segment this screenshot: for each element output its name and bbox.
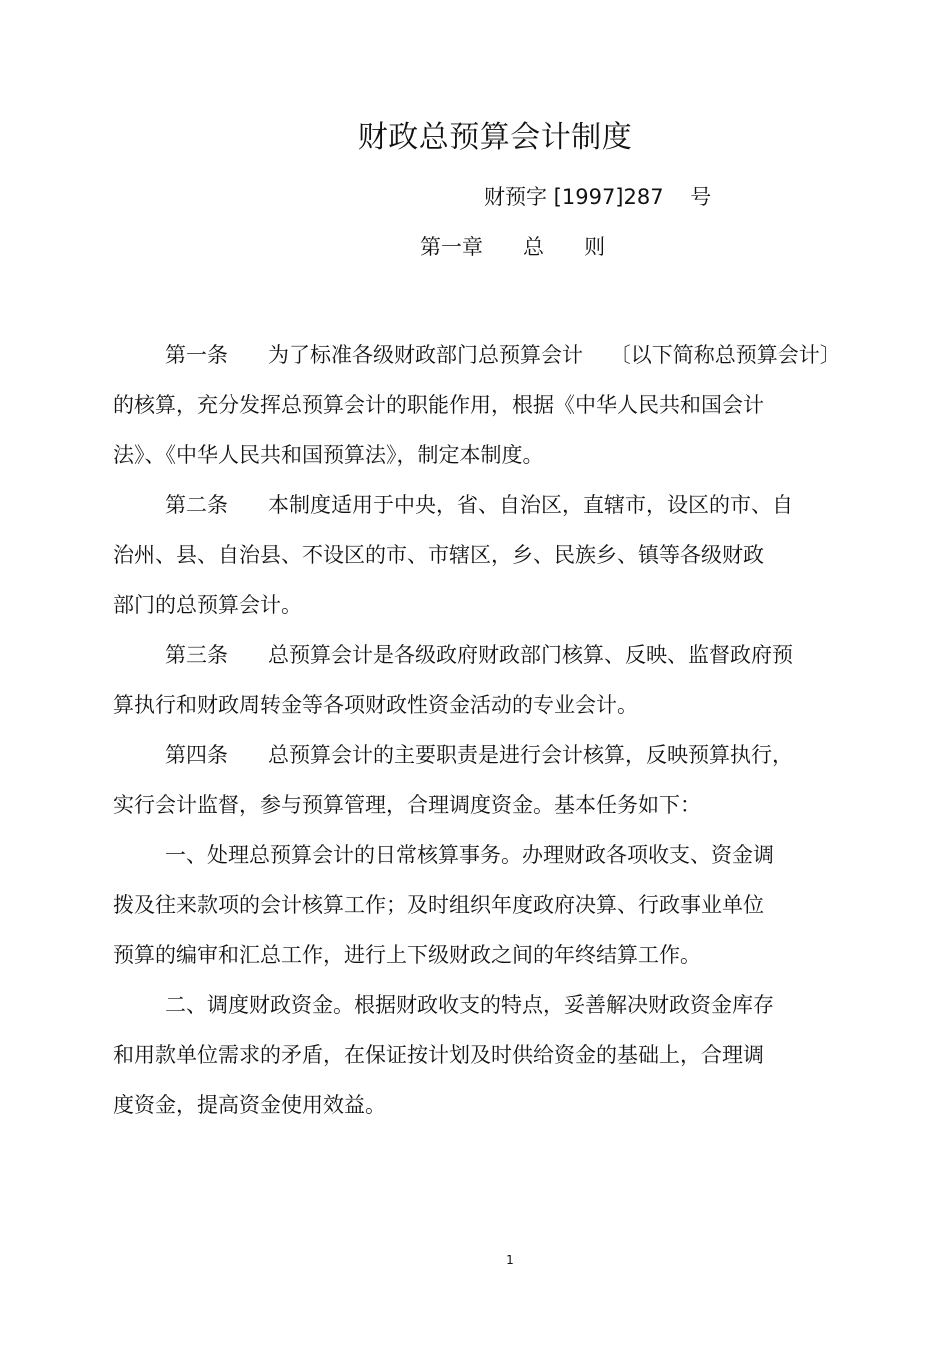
paragraph-line: 二、调度财政资金。根据财政收支的特点，妥善解决财政资金库存 (165, 993, 774, 1017)
paragraph-task-2 (113, 980, 888, 1130)
paragraph-line: 预算的编审和汇总工作，进行上下级财政之间的年终结算工作。 (113, 943, 701, 967)
document-number: 财预字 [1997]287 号 (484, 185, 712, 209)
paragraph-line: 第一条 为了标准各级财政部门总预算会计 〔以下简称总预算会计〕 (165, 343, 841, 367)
paragraph-article-1 (113, 330, 888, 480)
paragraph-line: 一、处理总预算会计的日常核算事务。办理财政各项收支、资金调 (165, 843, 774, 867)
chapter-heading: 第一章 总 则 (420, 235, 606, 259)
paragraph-line: 第四条 总预算会计的主要职责是进行会计核算，反映预算执行， (165, 743, 794, 767)
paragraph-line: 算执行和财政周转金等各项财政性资金活动的专业会计。 (113, 693, 638, 717)
paragraph-task-1 (113, 830, 888, 980)
paragraph-line: 和用款单位需求的矛盾，在保证按计划及时供给资金的基础上，合理调 (113, 1043, 764, 1067)
paragraph-article-4 (113, 730, 888, 830)
paragraph-line: 度资金，提高资金使用效益。 (113, 1093, 386, 1117)
page-number: 1 (506, 1253, 514, 1267)
paragraph-line: 第二条 本制度适用于中央，省、自治区，直辖市，设区的市、自 (165, 493, 794, 517)
document-title: 财政总预算会计制度 (357, 120, 633, 155)
paragraph-line: 治州、县、自治县、不设区的市、市辖区，乡、民族乡、镇等各级财政 (113, 543, 764, 567)
paragraph-article-2 (113, 480, 888, 630)
paragraph-line: 实行会计监督，参与预算管理，合理调度资金。基本任务如下： (113, 793, 701, 817)
paragraph-line: 的核算，充分发挥总预算会计的职能作用，根据《中华人民共和国会计 (113, 393, 764, 417)
paragraph-line: 拨及往来款项的会计核算工作；及时组织年度政府决算、行政事业单位 (113, 893, 764, 917)
paragraph-line: 法》、《中华人民共和国预算法》，制定本制度。 (113, 443, 544, 467)
document-body (113, 330, 888, 1130)
paragraph-line: 第三条 总预算会计是各级政府财政部门核算、反映、监督政府预 (165, 643, 794, 667)
paragraph-article-3 (113, 630, 888, 730)
paragraph-line: 部门的总预算会计。 (113, 593, 302, 617)
